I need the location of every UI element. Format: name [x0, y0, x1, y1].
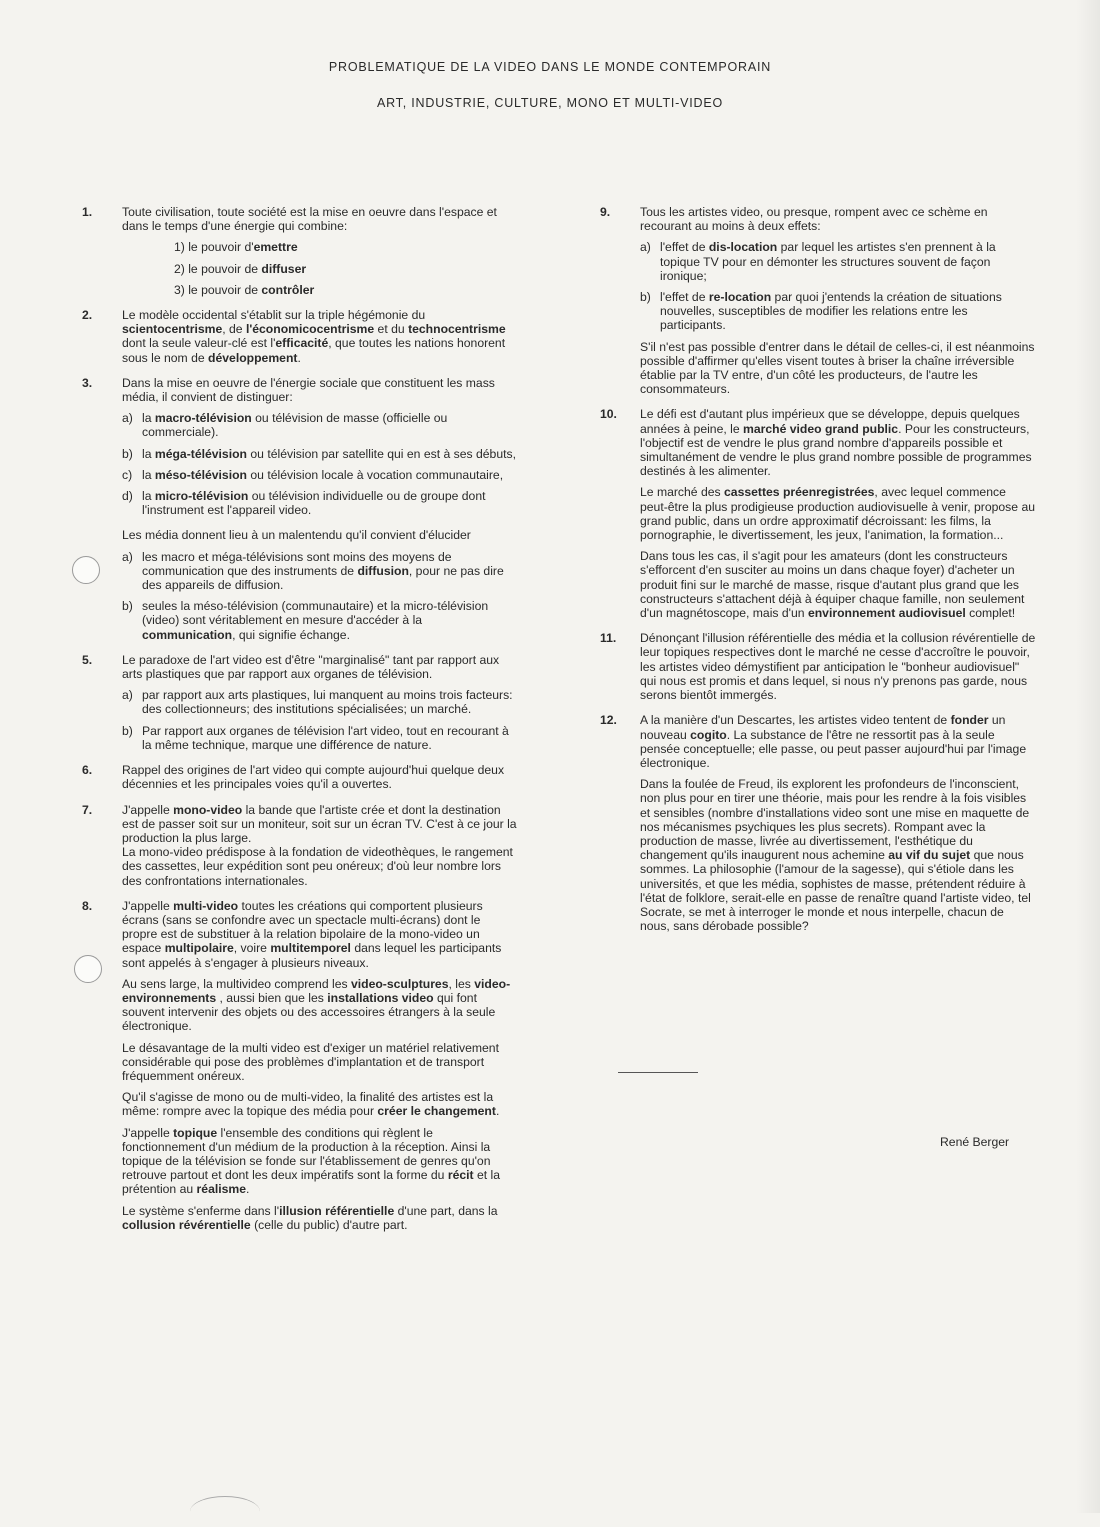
sub-item: a) les macro et méga-télévisions sont moins des moyens de communication que des instruments de diffusion, pour ne pas dire des appareils de diffusion.: [122, 549, 504, 593]
sub-item: d) la micro-télévision ou télévision individuelle ou de groupe dont l'instrument est l'appareil video.: [122, 489, 486, 518]
section-11: [600, 631, 1036, 702]
sub-item: b) l'effet de re-location par quoi j'entends la création de situations nouvelles, susceptibles de modifier les relations entre les participants.: [640, 290, 1002, 333]
section-number: 9.: [600, 205, 611, 219]
section-12: [600, 713, 1036, 933]
section-6: [82, 763, 518, 791]
section-number: 1.: [82, 205, 93, 219]
left-column: [82, 205, 518, 1243]
paragraph: J'appelle mono-video la bande que l'artiste crée et dont la destination est de passer soit sur un moniteur, soit sur un écran TV. C'est à ce jour la production la plus large.: [122, 802, 517, 845]
section-10: [600, 407, 1036, 620]
section-5: [82, 653, 518, 752]
section-9: [600, 205, 1036, 396]
paragraph: Le désavantage de la multi video est d'exiger un matériel relativement considérable qui pose des problèmes d'implantation et de transport fréquemment onéreux.: [122, 1040, 499, 1083]
paper-mark: [190, 1496, 260, 1527]
section-number: 12.: [600, 713, 617, 728]
paragraph: Tous les artistes video, ou presque, rompent avec ce schème en recourant au moins à deux effets:: [640, 205, 988, 234]
section-number: 2.: [82, 308, 93, 323]
list-item: 1) le pouvoir d'emettre: [174, 240, 298, 255]
list-item: 3) le pouvoir de contrôler: [174, 282, 315, 297]
sub-item: a) la macro-télévision ou télévision de masse (officielle ou commerciale).: [122, 411, 448, 440]
section-number: 8.: [82, 898, 93, 913]
sub-item: c) la méso-télévision ou télévision locale à vocation communautaire,: [122, 467, 504, 482]
section-number: 11.: [600, 631, 617, 646]
paragraph: S'il n'est pas possible d'entrer dans le détail de celles-ci, il est néanmoins possible d'affirmer qu'elles visent toutes à briser la chaîne irréversible établie par la TV entre, d'un côté les producteurs, de l'autre les consommateurs.: [640, 339, 1035, 397]
section-1: [82, 205, 518, 297]
paragraph: A la manière d'un Descartes, les artistes video tentent de fonder un nouveau cogito. La substance de l'être ne ressortit pas à la seule pensée conceptuelle; elle passe, ou peut passer aujourd'hui par l'image électronique.: [640, 713, 1027, 770]
sub-item: b) Par rapport aux organes de télévision l'art video, tout en recourant à la même technique, marque une différence de nature.: [122, 723, 509, 752]
section-number: 6.: [82, 763, 93, 778]
paragraph: Rappel des origines de l'art video qui compte aujourd'hui quelque deux décennies et les principales voies qu'il a ouvertes.: [122, 763, 505, 792]
paragraph: Le marché des cassettes préenregistrées, avec lequel commence peut-être la plus prodigieuse production audiovisuelle à venir, propose au grand public, dans un ordre approximatif décroissant: les films, la pornographie, le divertissement, les jeux, l'animation, la formation...: [640, 485, 1035, 543]
paragraph: J'appelle topique l'ensemble des conditions qui règlent le fonctionnement d'un médium de la production à la réception. Ainsi la topique de la télévision se fonde sur l'établissement de genres qu'on retrouve partout et dont les deux impératifs sont la forme du récit et la prétention au réalisme.: [122, 1125, 501, 1197]
paragraph: Le modèle occidental s'établit sur la triple hégémonie du scientocentrisme, de l'économicocentrisme et du technocentrisme dont la seule valeur-clé est l'efficacité, que toutes les nations honorent sous le nom de développement.: [122, 308, 506, 365]
paragraph: La mono-video prédispose à la fondation de videothèques, le rangement des cassettes, leur expédition sont peu onéreux; d'où leur nombre lors des confrontations internationales.: [122, 845, 513, 888]
paragraph: Dans la foulée de Freud, ils explorent les profondeurs de l'inconscient, non plus pour en tirer une théorie, mais pour les rendre à la fois visibles et sensibles (nombre d'installations video sont une mise en maquette de nos mécanismes psychiques les plus secrets). Rompant avec la production de masse, livrée au divertissement, l'esthétique du changement qu'ils inaugurent nous achemine au vif du sujet que nous sommes. La philosophie (l'amour de la sagesse), qui s'étiole dans les universités, et que les média, sophistes de masse, prétendent réduire à l'état de folklore, serait-elle en passe de renaître quand l'artiste video, tel Socrate, se met à interroger le monde et nous interpelle, chacun de nous, sans dérobade possible?: [640, 777, 1031, 934]
right-column: [600, 205, 1036, 944]
section-number: 10.: [600, 407, 617, 422]
page-shade: [1076, 0, 1100, 1513]
paragraph: Le paradoxe de l'art video est d'être "marginalisé" tant par rapport aux arts plastiques que par rapport aux organes de télévision.: [122, 652, 500, 682]
section-number: 3.: [82, 375, 93, 390]
paragraph: Qu'il s'agisse de mono ou de multi-video, la finalité des artistes est la même: rompre avec la topique des média pour créer le changement.: [122, 1090, 500, 1119]
section-3: [82, 376, 518, 518]
paragraph: Dans tous les cas, il s'agit pour les amateurs (dont les constructeurs s'efforcent d'en susciter au moins un dans chaque foyer) d'acheter un produit fini sur le marché de masse, risque d'autant plus grand que les constructeurs s'attachent déjà à équiper chaque famille, non seulement d'un magnétoscope, mais d'un environnement audiovisuel complet!: [640, 549, 1025, 621]
paragraph: Toute civilisation, toute société est la mise en oeuvre dans l'espace et dans le temps d'une énergie qui combine:: [122, 205, 497, 234]
document-title: PROBLEMATIQUE DE LA VIDEO DANS LE MONDE CONTEMPORAIN: [328, 60, 772, 74]
sub-item: b) seules la méso-télévision (communautaire) et la micro-télévision (video) sont véritablement en mesure d'accéder à la communication, qui signifie échange.: [122, 599, 489, 642]
power-list: [174, 240, 518, 297]
paragraph: Le défi est d'autant plus impérieux que se développe, depuis quelques années à peine, le marché video grand public. Pour les constructeurs, l'objectif est de vendre le plus grand nombre d'appareils possible et simultanément de vendre le plus grand nombre possible de programmes destinés à les alimenter.: [640, 407, 1032, 479]
paragraph: Les média donnent lieu à un malentendu qu'il convient d'élucider: [122, 528, 471, 543]
section-7: [82, 803, 518, 888]
section-number: 5.: [82, 652, 93, 667]
paragraph: Dans la mise en oeuvre de l'énergie sociale que constituent les mass média, il convient de distinguer:: [122, 375, 495, 405]
document-subtitle: ART, INDUSTRIE, CULTURE, MONO ET MULTI-VIDEO: [376, 96, 724, 110]
sub-item: a) par rapport aux arts plastiques, lui manquent au moins trois facteurs: des collectionneurs; des institutions spécialisées; un marché.: [122, 688, 513, 717]
section-2: [82, 308, 518, 365]
sub-item: a) l'effet de dis-location par lequel les artistes s'en prennent à la topique TV pour en démonter les structures souvent de façon ironique;: [640, 240, 996, 283]
paragraph: Dénonçant l'illusion référentielle des média et la collusion révérentielle de leur topiques respectives dont le marché ne cesse d'accroître le pouvoir, les artistes video démystifient par anticipation le "bonheur audiovisuel" qui nous est promis et dans lequel, si nous n'y prenons pas garde, nous serons bientôt immergés.: [640, 631, 1036, 703]
section-number: 7.: [82, 802, 93, 817]
list-item: 2) le pouvoir de diffuser: [174, 261, 307, 276]
paragraph: Au sens large, la multivideo comprend les video-sculptures, les video-environnements , aussi bien que les installations video qui font souvent intervenir des objets ou des accessoires étrangers à la seule électronique.: [122, 976, 511, 1034]
paragraph: J'appelle multi-video toutes les créations qui comportent plusieurs écrans (sans se confondre avec un spectacle multi-écrans) dont le propre est de substituer à la relation bipolaire de la mono-video un espace multipolaire, voire multitemporel dans lequel les participants sont appelés à s'engager à plusieurs niveaux.: [122, 898, 502, 970]
section-4: [82, 528, 518, 641]
paragraph: Le système s'enferme dans l'illusion référentielle d'une part, dans la collusion révérentielle (celle du public) d'autre part.: [122, 1203, 498, 1232]
author-signature: René Berger: [940, 1135, 1010, 1149]
section-8: [82, 899, 518, 1232]
sub-item: b) la méga-télévision ou télévision par satellite qui en est à ses débuts,: [122, 446, 516, 461]
end-rule: [618, 1072, 698, 1073]
